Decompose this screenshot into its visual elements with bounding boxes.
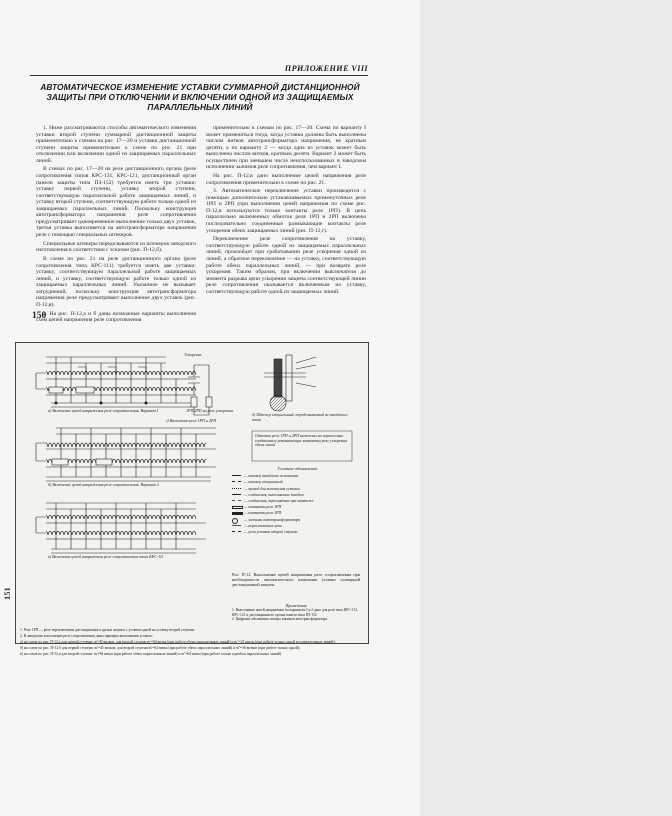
- legend-item: — зажимы автотрансформатора: [232, 517, 362, 523]
- footnote: в) на схеме по рис. П-12,в для второй ступени: m'=84 витка (при работе обеих параллельных линий) и m''=64 витка (при работе только одной из параллельных линий).: [20, 652, 282, 656]
- paragraph: Переключение реле сопротивления на уставку, соответствующую работе одной из защищаемых параллельных линий, произойдет при срабатывании реле ускорения одной из линий, а обратное переключение — на уставку, соответствующую работе обеих параллельных линий, — при возврате реле ускорения. Таким образом, при включении выключателя до момента разрыва цепи ускорения защиты соответствующей линии реле сопротивления оказывается включенным на уставку, соответствующую работе одной из защищаемых линий.: [206, 236, 366, 295]
- footnote: 2. В заводском исполнении реле сопротивления даны примеры выполнения уставок:: [20, 634, 153, 638]
- legend-title: Условные обозначения: [277, 466, 317, 471]
- caption-variant-2: б) Включение цепей напряжения реле сопротивления. Вариант 2: [48, 482, 159, 487]
- figure-note: 2. Цифрами обозначены номера зажимов автотрансформатора.: [232, 616, 328, 621]
- diagram-variant-2: [36, 428, 216, 481]
- caption-plug: д) Штекер специальный, переделываемый из заводского типа: [252, 412, 348, 422]
- legend-item: — штекер специальный: [232, 479, 362, 485]
- legend-item: — контакты реле 2РП: [232, 510, 362, 516]
- caption-krs111: в) Включение цепей напряжения реле сопротивления типа КРС-111: [48, 554, 164, 559]
- figure-footnotes: [20, 627, 362, 657]
- diagram-krs111: [36, 503, 206, 553]
- footnote: б) на схеме по рис. П-12,б для первой ступени: m'=45 витков, для второй ступени m'=64 витка (при работе обеих параллельных линий) и m''=36 витков (при работе только одной);: [20, 646, 301, 650]
- caption-relays: 1РП 2РП на реле ускорения: [186, 408, 233, 413]
- caption-variant-1: а) Включение цепей напряжения реле сопротивления. Вариант I: [48, 408, 159, 413]
- legend-item: — контакты реле 1РП: [232, 504, 362, 510]
- legend-item: — переключаемые цепи: [232, 523, 362, 529]
- figure-caption: Рис. П-12. Выполнение цепей напряжения реле сопротивления при необходимости автоматического изменения уставки суммарной дистанционной защиты.: [232, 572, 360, 587]
- caption-acceleration: Ускорение: [184, 352, 202, 357]
- plug-sketch: [264, 355, 316, 411]
- legend-item: — цепи уставки второй ступени: [232, 529, 362, 535]
- figure-notes-title: Примечания: [285, 603, 307, 608]
- running-head: ПРИЛОЖЕНИЕ VIII: [284, 64, 368, 73]
- header-rule: [30, 75, 368, 76]
- paragraph: На рис. П-12,в дано выполнение цепей напряжения реле сопротивления применительно к схеме по рис. 21.: [206, 173, 366, 186]
- empty-viewer-area: [420, 0, 672, 816]
- legend-item: — соединения, выполняемые заводом: [232, 492, 362, 498]
- caption-note-box: Обмотки реле 1РП и 2РП включены на параллельно соединенные размыкающие контакты реле ускорения обеих линий: [255, 433, 347, 448]
- caption-relay-inclusion: г) Включение реле 1РП и 2РП: [166, 418, 217, 423]
- page-title: АВТОМАТИЧЕСКОЕ ИЗМЕНЕНИЕ УСТАВКИ СУММАРНОЙ ДИСТАНЦИОННОЙ ЗАЩИТЫ ПРИ ОТКЛЮЧЕНИИ И ВКЛЮЧЕНИИ ОДНОЙ ИЗ ЗАЩИЩАЕМЫХ ПАРАЛЛЕЛЬНЫХ ЛИНИЙ: [40, 82, 360, 112]
- paragraph: применительно к схемам по рис. 17—20. Схема по варианту I может применяться тогда, когда уставки должны быть выполнены числом витков автотрансформатора напряжения, не кратным десяти, а по варианту 2 — когда одна из уставок может быть выполнена числом витков, кратным десяти. Вариант 2 может быть осуществлен при меньшем числе неиспользованных в заводском исполнении зажимов реле сопротивления, чем вариант I.: [206, 125, 366, 171]
- page-number: 150: [32, 311, 47, 321]
- paragraph: 3. Автоматическое переключение уставки производится с помощью дополнительно устанавливаемых промежуточных реле 1РП и 2РП (при выполнении цепей напряжения по схеме рис. П-12,в используются только контакты реле 1РП). В цепь параллельно включенных обмоток реле 1РП и 2РП включены последовательно соединенные размыкающие контакты реле ускорения обеих защищаемых линий (рис. П-12,г).: [206, 188, 366, 234]
- legend: [232, 466, 362, 535]
- footnote: а) на схеме по рис. П-12,а для первой ступени: m'=8l витков, для второй ступени m'=64 витка (при работе обеих параллельных линий) и m''=21 виток (при работе только одной из параллельных линий);: [20, 640, 336, 644]
- side-page-number: 151: [2, 587, 12, 600]
- paragraph: 1. Ниже рассматриваются способы автоматического изменения уставки второй ступени суммарной дистанционной защиты применительно к схемам на рис. 17—20 и уставки дистанционной ступени защиты применительно к схеме по рис. 21 при отключении или включении одной из защищаемых параллельных линий.: [36, 125, 196, 164]
- diagram-variant-1: [36, 357, 196, 407]
- figure-note: 1. Выполнение цепей напряжения по вариантам I и 2 дано для реле типа КРС-131, КРС-121 и дистанционного органа панели типа ПЗ-152.: [232, 608, 359, 617]
- legend-item: — соединения, выполняемые при монтаже: [232, 498, 362, 504]
- paragraph: В схемах по рис. 17—20 на реле дистанционного органа (реле сопротивления типов КРС-131, КРС-121, дистанционный орган панели защиты типа ПЗ-152) требуется иметь три уставки: уставку первой ступени, уставку второй ступени, соответствующую параллельной работе защищаемых линий, и уставку второй ступени, соответствующую работе только одной из защищаемых параллельных линий. Поскольку конструкция автотрансформатора напряжения реле сопротивления предусматривает одновременное выполнение только двух уставок, третья уставка выполняется на автотрансформаторе напряжения реле с помощью специальных штекеров.: [36, 166, 196, 238]
- legend-item: — штекер заводского исполнения: [232, 473, 362, 479]
- footnote: 1. Реле 1РП — реле переключения дистанционного органа защиты с уставки одной на уставку второй ступени.: [20, 628, 195, 632]
- text-column-left: [36, 125, 196, 326]
- paragraph: 2. На рис. П-12,а и б даны возможные варианты выполнения схем цепей напряжения реле сопротивления: [36, 310, 196, 324]
- figure-notes: [232, 604, 360, 621]
- paragraph: Специальные штекеры переделываются из штекеров заводского изготовления в соответствии с эскизом (рис. П-12,б).: [36, 240, 196, 254]
- paragraph: В схеме по рис. 21 на реле дистанционного органа (реле сопротивления типа КРС-111) требуется иметь две уставки: уставку, соответствующую параллельной работе защищаемых линий, и уставку, соответствующую работе только одной из защищаемых параллельных линий. Указанное не вызывает затруднений, поскольку конструкция автотрансформатора напряжения реле предусматривает выполнение двух уставок (рис. П-12,в).: [36, 255, 196, 308]
- legend-item: — провод для выполнения уставки: [232, 486, 362, 492]
- text-column-right: [206, 125, 366, 297]
